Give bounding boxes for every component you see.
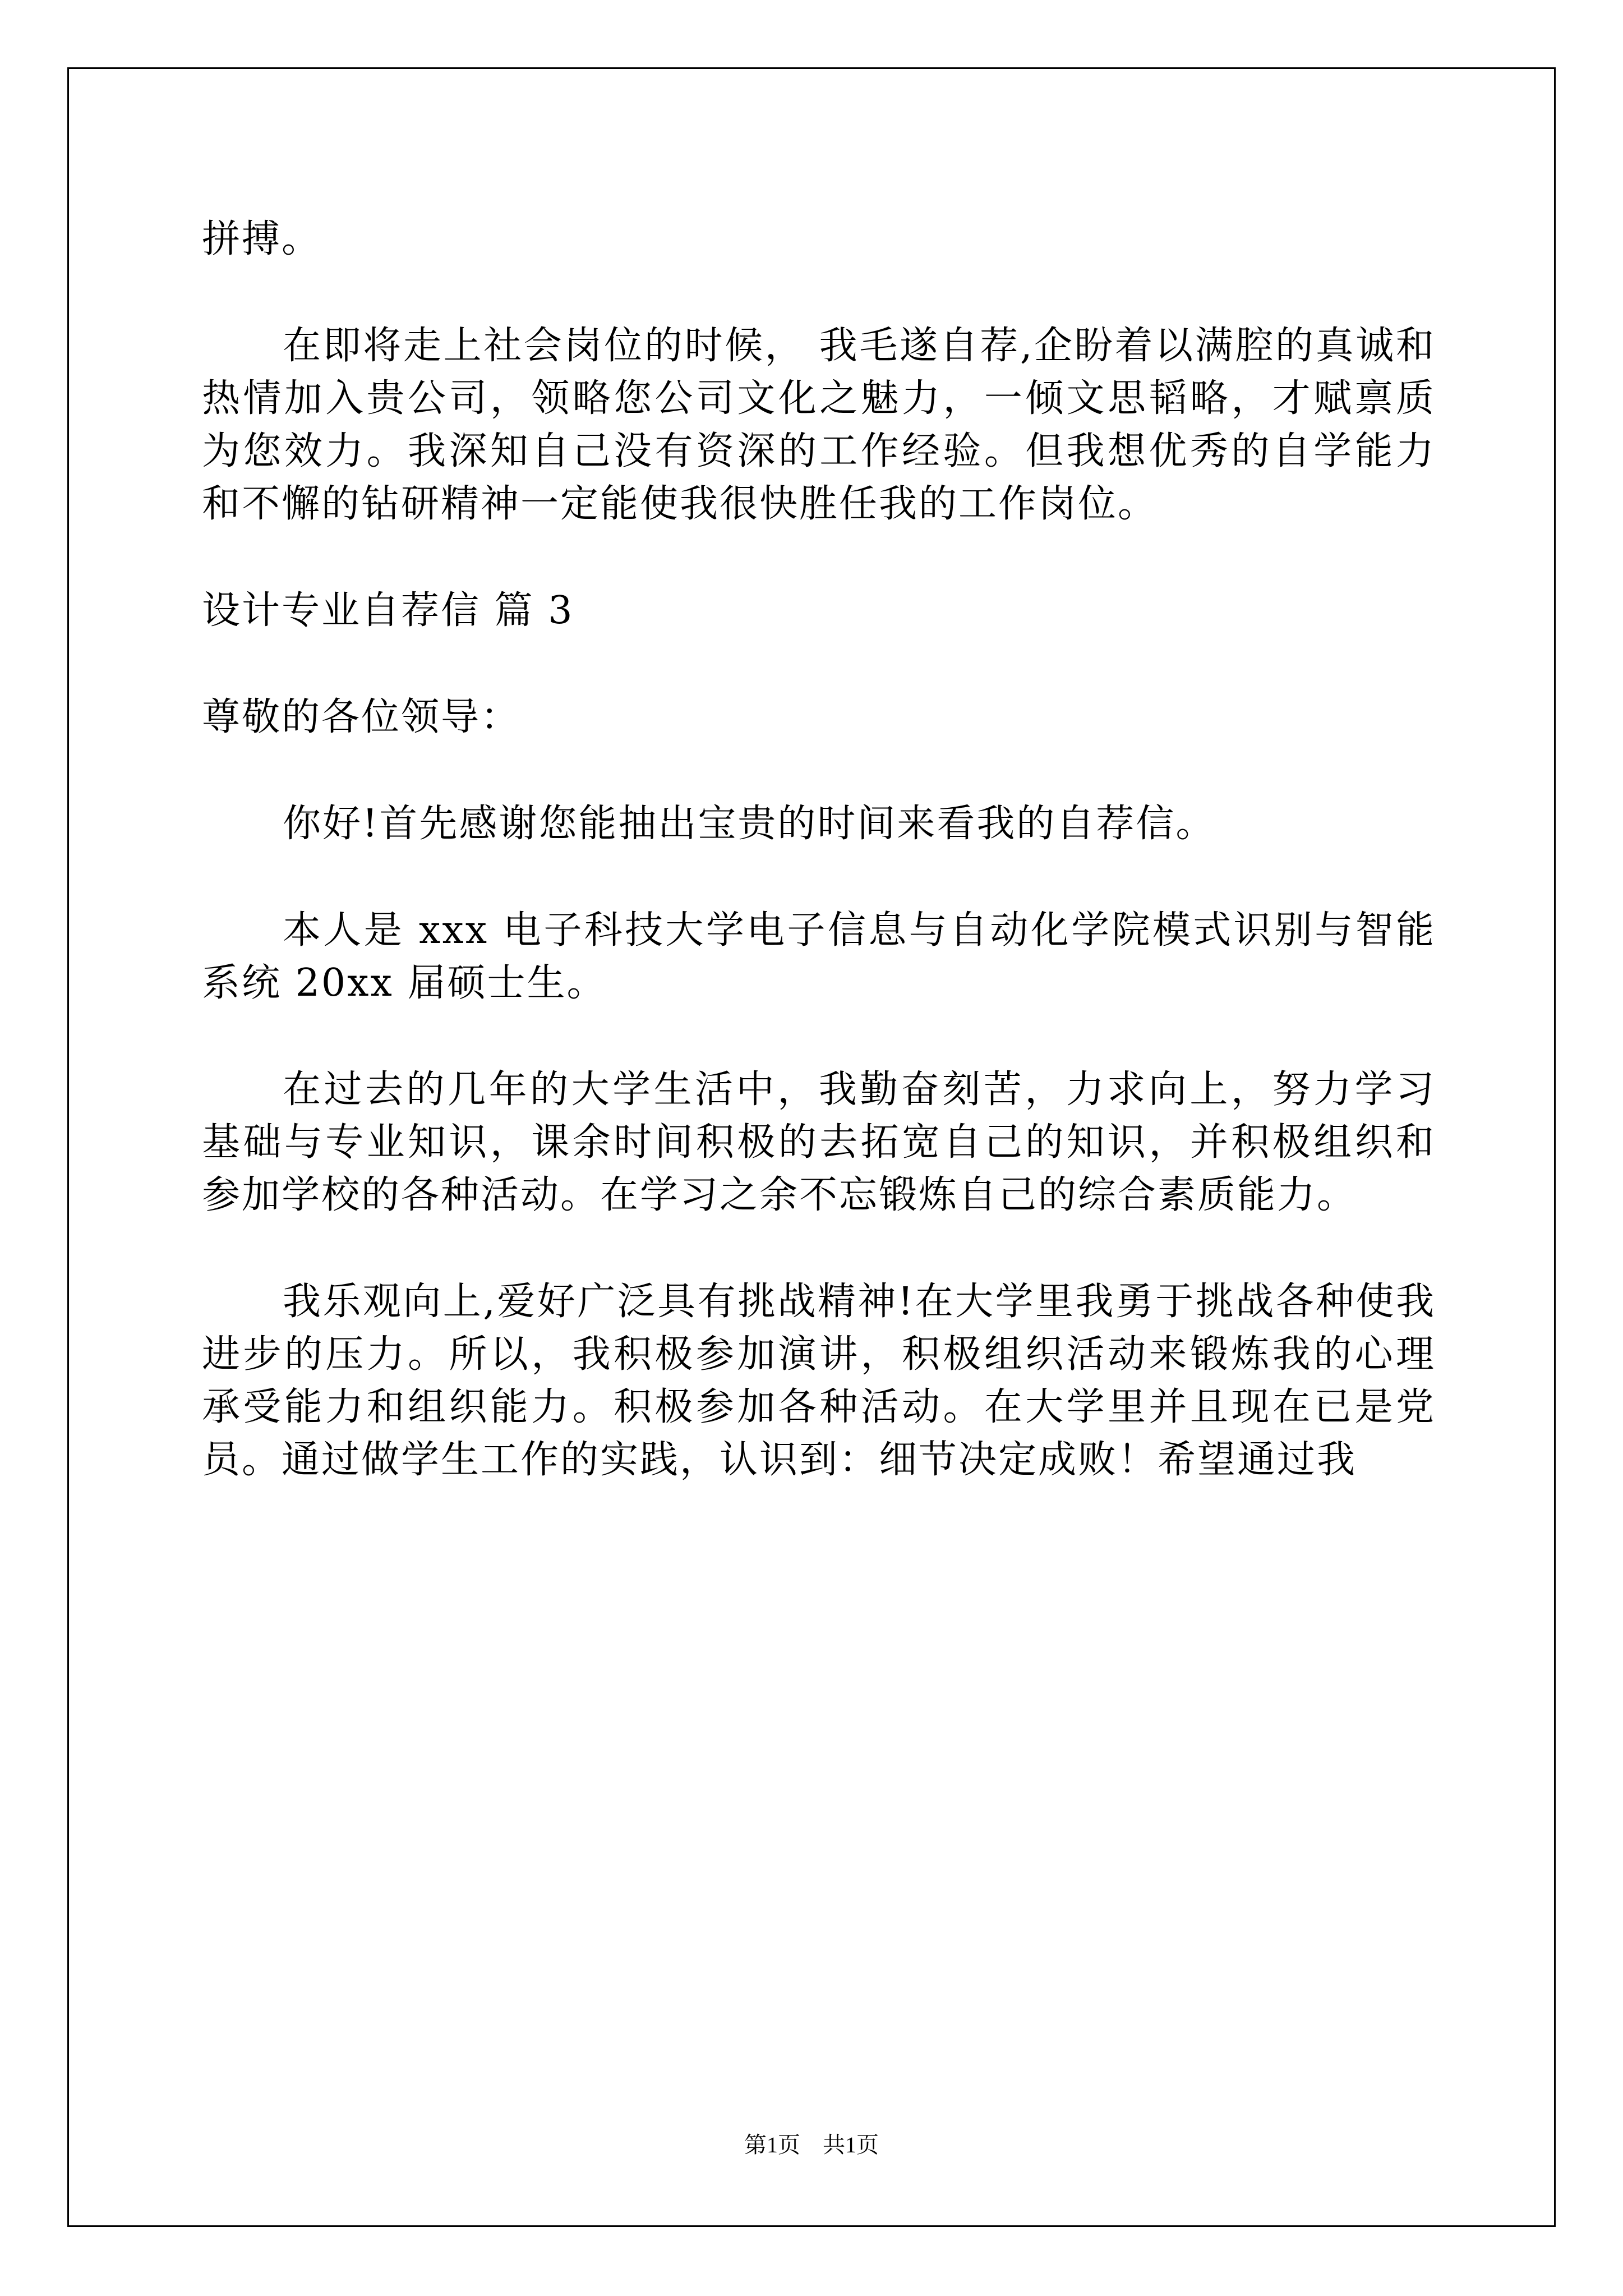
- paragraph-personality: 我乐观向上,爱好广泛具有挑战精神!在大学里我勇于挑战各种使我进步的压力。所以，我积极参加演讲，积极组织活动来锻炼我的心理承受能力和组织能力。积极参加各种活动。在大学里并且现在已是党员。通过做学生工作的实践，认识到：细节决定成败！希望通过我: [202, 1280, 1436, 1482]
- section-heading: 设计专业自荐信 篇 3: [202, 588, 574, 633]
- salutation: 尊敬的各位领导：: [202, 695, 521, 739]
- page-footer: 第1页 共1页: [744, 2132, 879, 2157]
- paragraph-greeting: 你好!首先感谢您能抽出宝贵的时间来看我的自荐信。: [283, 802, 1216, 846]
- paragraph-introduction: 本人是 xxx 电子科技大学电子信息与自动化学院模式识别与智能系统 20xx 届硕士生。: [202, 908, 1436, 1005]
- paragraph-continuation: 拼搏。: [202, 217, 322, 261]
- paragraph-self-recommendation: 在即将走上社会岗位的时候， 我毛遂自荐,企盼着以满腔的真诚和热情加入贵公司，领略您公司文化之魅力，一倾文思韬略，才赋禀质为您效力。我深知自己没有资深的工作经验。但我想优秀的自学能力和不懈的钻研精神一定能使我很快胜任我的工作岗位。: [202, 324, 1436, 526]
- paragraph-university-life: 在过去的几年的大学生活中，我勤奋刻苦，力求向上，努力学习基础与专业知识，课余时间积极的去拓宽自己的知识，并积极组织和参加学校的各种活动。在学习之余不忘锻炼自己的综合素质能力。: [202, 1068, 1436, 1217]
- document-body: [202, 213, 1436, 1487]
